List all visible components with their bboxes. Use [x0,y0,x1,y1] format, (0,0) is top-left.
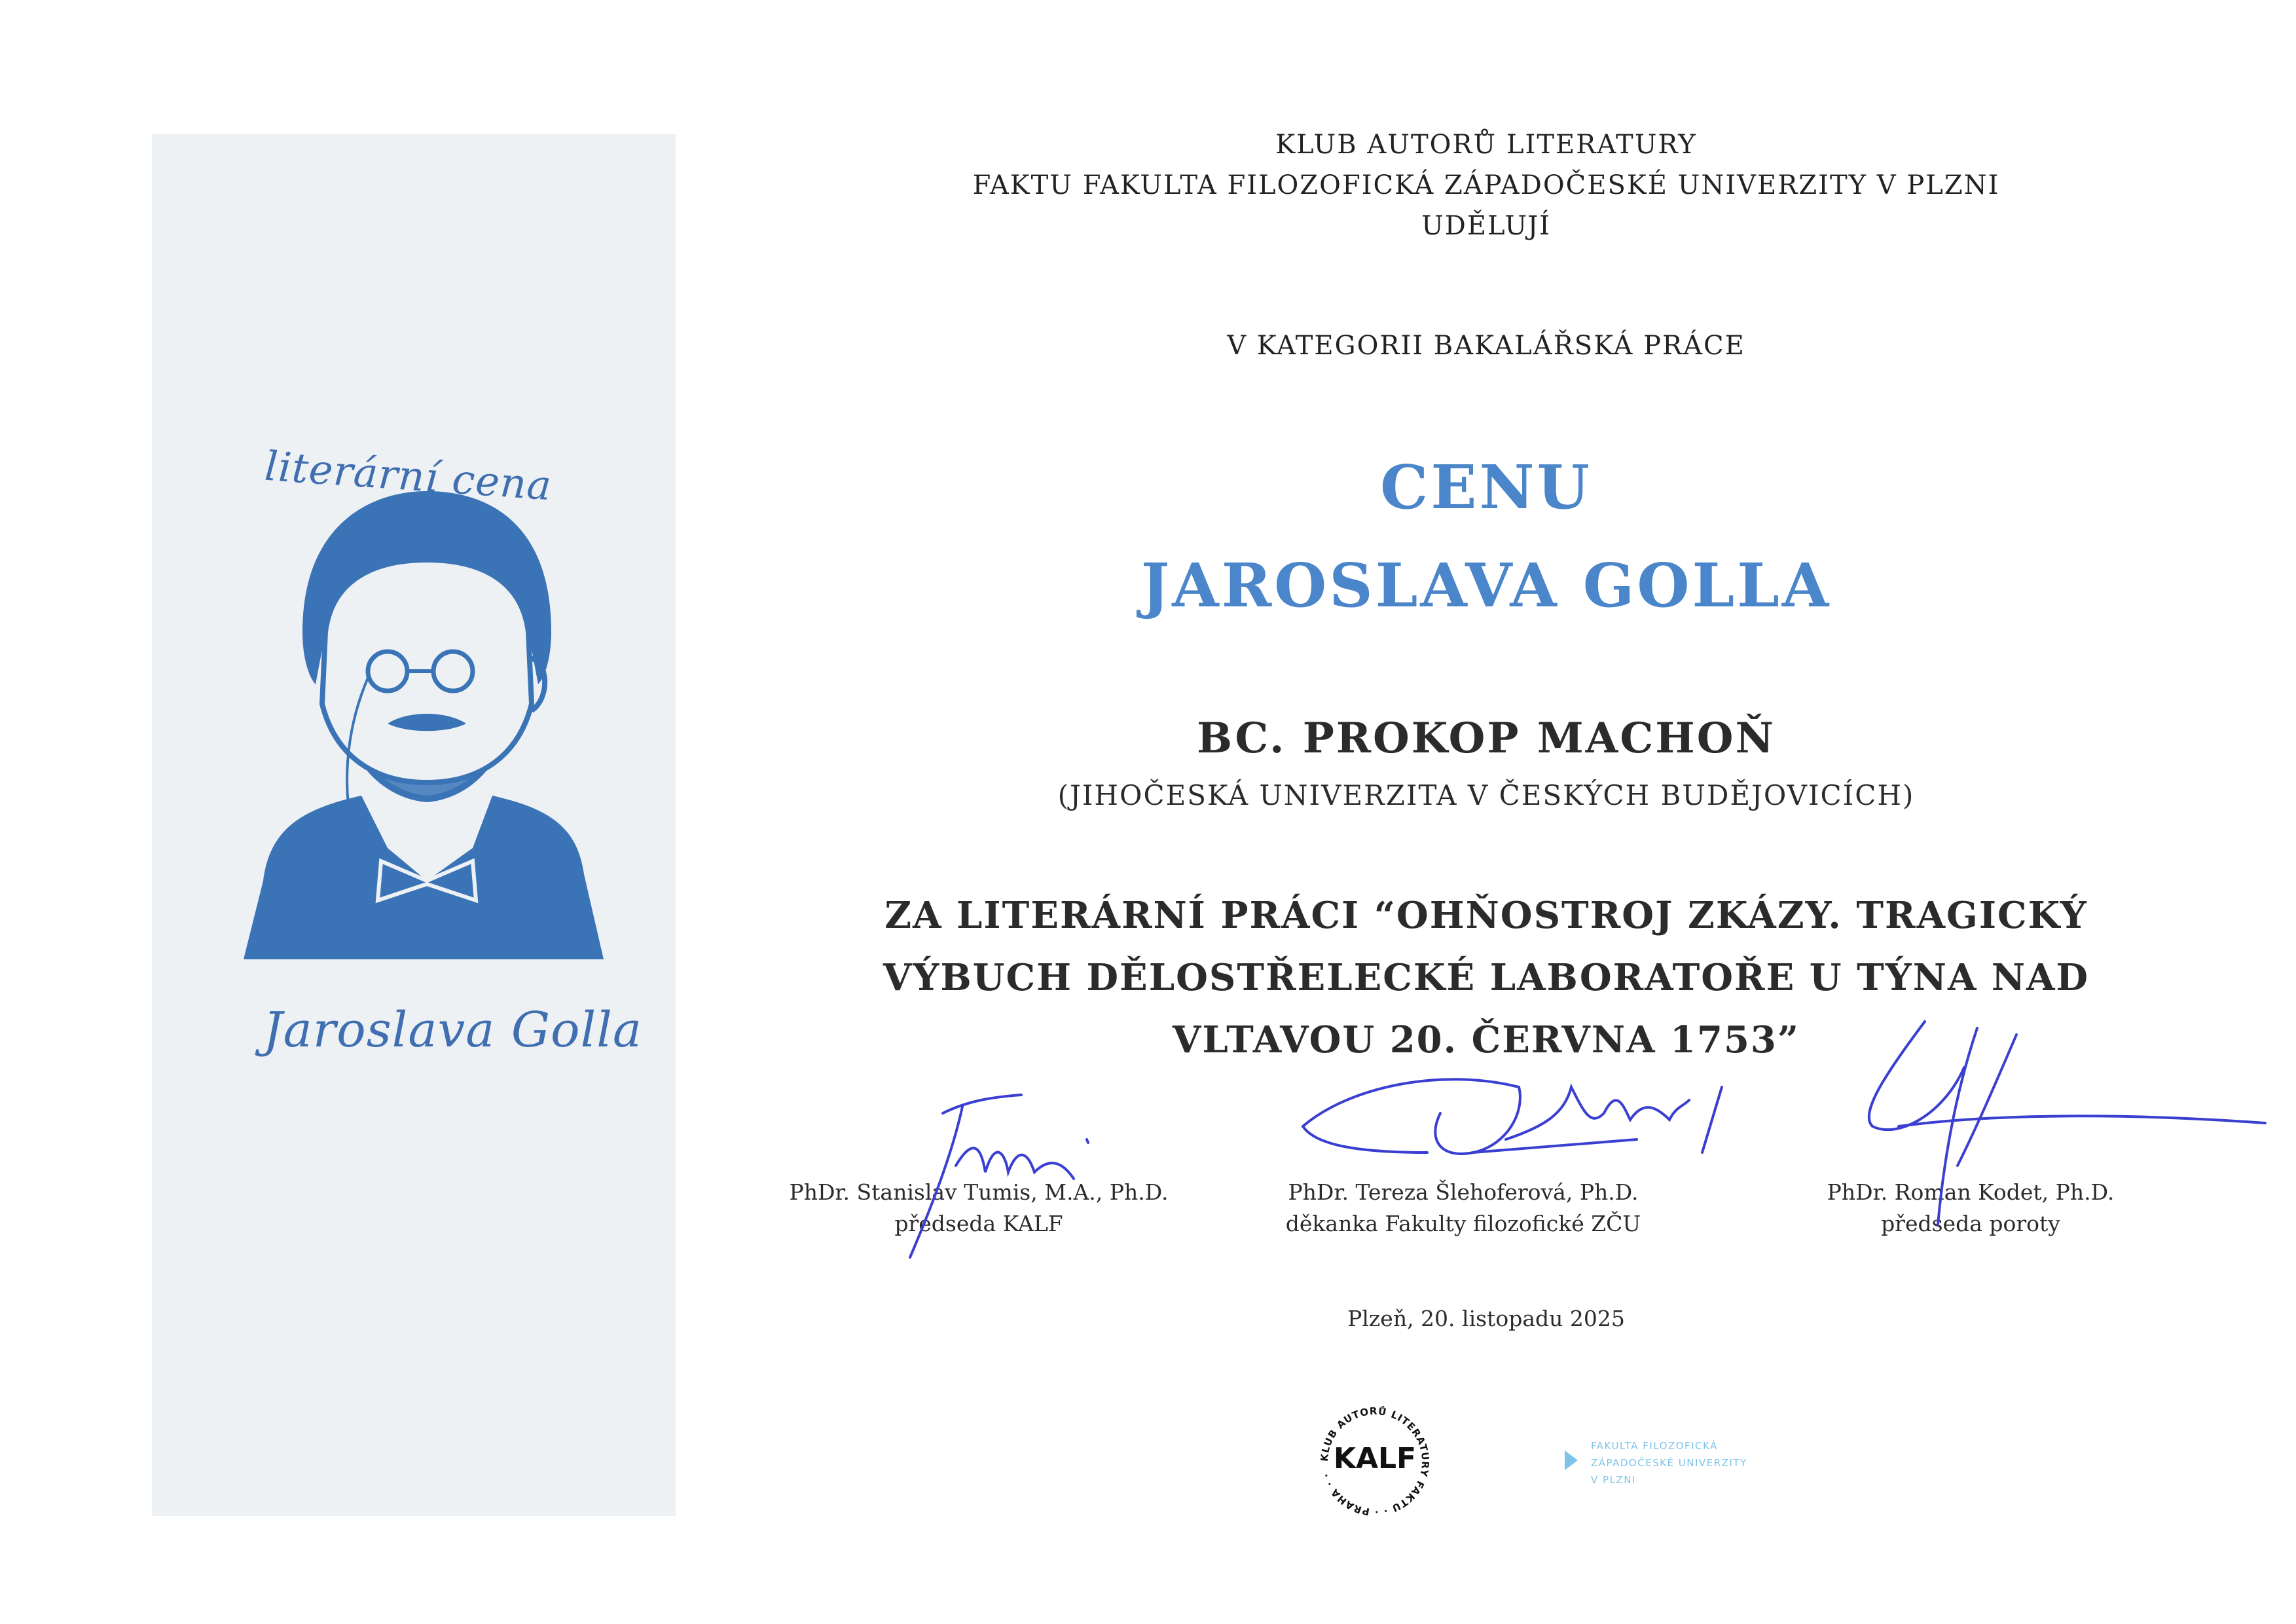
golla-signature-script: Jaroslava Golla [263,1002,643,1058]
signatory-tumis [717,1177,1241,1240]
category-line: V KATEGORII BAKALÁŘSKÁ PRÁCE [1227,331,1745,361]
prize-script-title: literární cena [263,441,554,510]
work-title-line-2: VÝBUCH DĚLOSTŘELECKÉ LABORATOŘE U TÝNA NAD [883,956,2090,999]
kalf-label: KALF [1333,1442,1417,1475]
issue-date: Plzeň, 20. listopadu 2025 [1347,1306,1625,1331]
issuer-line-2: FAKTU FAKULTA FILOZOFICKÁ ZÁPADOČESKÉ UNIVERZITY V PLZNI [972,170,2000,200]
issuer-line-1: KLUB AUTORŮ LITERATURY [1275,130,1697,160]
signatory-name: PhDr. Stanislav Tumis, M.A., Ph.D. [789,1179,1169,1205]
issuer-line-3: UDĚLUJÍ [1421,211,1551,241]
award-title-line-2: JAROSLAVA GOLLA [1140,550,1832,621]
signatory-name: PhDr. Tereza Šlehoferová, Ph.D. [1288,1179,1639,1205]
work-title-line-1: ZA LITERÁRNÍ PRÁCI “OHŇOSTROJ ZKÁZY. TRAGICKÝ [884,894,2088,937]
faculty-line-3: V PLZNI [1591,1474,1636,1486]
work-title-line-3: VLTAVOU 20. ČERVNA 1753” [1172,1018,1800,1061]
signatory-name: PhDr. Roman Kodet, Ph.D. [1827,1179,2115,1205]
faculty-line-2: ZÁPADOČESKÉ UNIVERZITY [1591,1457,1747,1469]
signature-slehoferova [1303,1079,1722,1154]
faculty-logo-text [1591,1437,1747,1488]
signatory-role: děkanka Fakulty filozofické ZČU [1285,1211,1641,1236]
golla-portrait-illustration [152,134,676,1516]
award-title-line-1: CENU [1380,452,1592,523]
signatory-role: předseda poroty [1881,1211,2060,1236]
recipient-name: BC. PROKOP MACHOŇ [1197,714,1776,763]
signatory-slehoferova [1201,1177,1725,1240]
kalf-logo [1316,1403,1434,1521]
recipient-university: (JIHOČESKÁ UNIVERZITA V ČESKÝCH BUDĚJOVICÍCH) [1057,779,1915,811]
signatory-kodet [1709,1177,2232,1240]
signatory-role: předseda KALF [894,1211,1063,1236]
faculty-line-1: FAKULTA FILOZOFICKÁ [1591,1440,1718,1452]
portrait-panel [152,134,676,1516]
faculty-play-icon [1558,1437,1584,1483]
kalf-ring-text: KLUB AUTORŮ LITERATURY FAKTU · · PRAHA · · [1318,1405,1432,1519]
